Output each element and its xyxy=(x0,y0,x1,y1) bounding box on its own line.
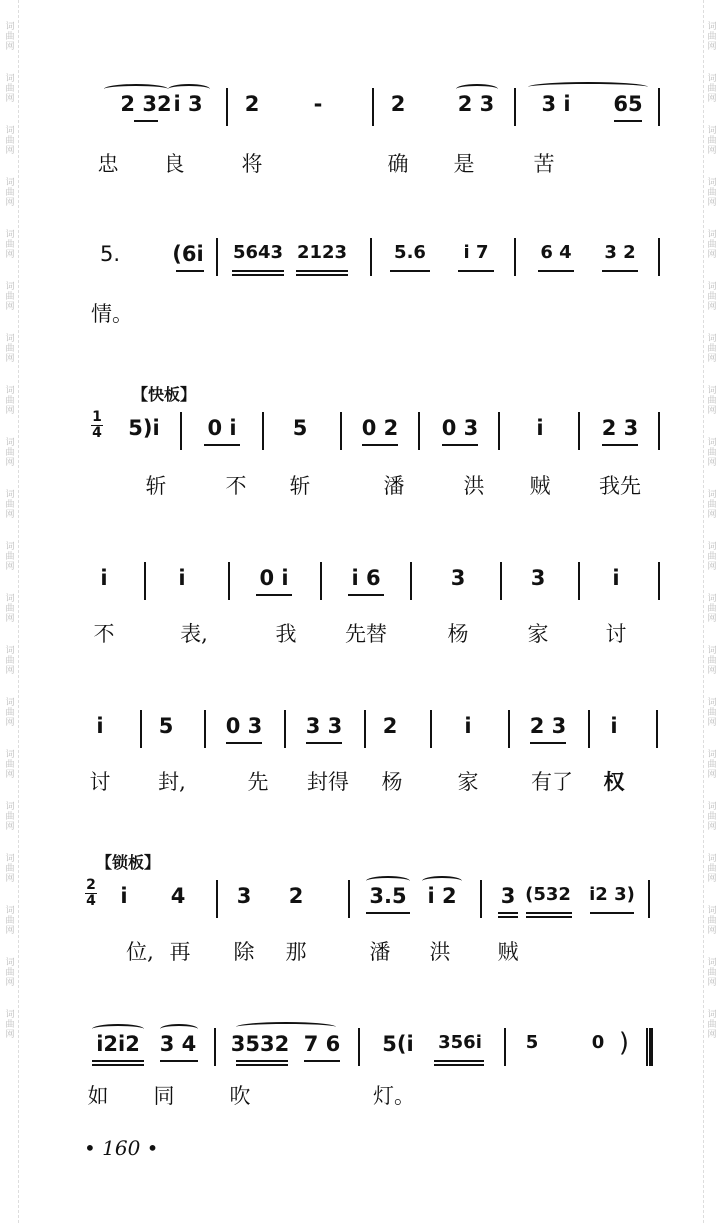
score-system-3 xyxy=(0,378,722,498)
lyric-line xyxy=(0,936,722,966)
watermark-text: 词 曲 网 xyxy=(5,74,15,104)
bar-line xyxy=(320,562,322,600)
notation-line xyxy=(0,870,722,918)
score-system-4 xyxy=(0,552,722,662)
notation-line xyxy=(0,552,722,600)
underline xyxy=(434,1064,484,1066)
score-system-7 xyxy=(0,1018,722,1128)
bar-line xyxy=(144,562,146,600)
note-group: i 6 xyxy=(351,566,381,590)
bar-line xyxy=(578,562,580,600)
tempo-marking: 【锁板】 xyxy=(96,853,161,872)
watermark-text: 词 曲 网 xyxy=(5,334,15,364)
bar-line xyxy=(648,880,650,918)
score-system-5 xyxy=(0,700,722,810)
underline xyxy=(526,916,572,918)
note-group: 6 4 xyxy=(540,242,572,263)
slur xyxy=(168,84,210,94)
underline xyxy=(602,270,638,272)
lyric-line xyxy=(0,1080,722,1110)
note-group: 2 3 xyxy=(529,714,567,738)
note-group: i 3 xyxy=(173,92,203,116)
note-group: 2123 xyxy=(296,242,348,263)
lyric: 封, xyxy=(158,770,186,794)
bar-line xyxy=(216,880,218,918)
bar-line xyxy=(364,710,366,748)
note-group: 2 3 xyxy=(457,92,495,116)
page-number: • 160 • xyxy=(84,1136,159,1160)
watermark-text: 词 曲 网 xyxy=(707,802,717,832)
score-system-6 xyxy=(0,846,722,964)
underline xyxy=(614,120,642,122)
note-group: 65 xyxy=(613,92,643,116)
bar-line xyxy=(658,88,660,126)
lyric: 讨 xyxy=(89,770,111,794)
underline xyxy=(348,594,384,596)
underline xyxy=(160,1060,198,1062)
bar-line xyxy=(504,1028,506,1066)
watermark-text: 词 曲 网 xyxy=(5,490,15,520)
time-signature: 2 4 xyxy=(86,877,96,909)
underline xyxy=(458,270,494,272)
underline xyxy=(176,270,204,272)
watermark-text: 词 曲 网 xyxy=(5,802,15,832)
note-group: i xyxy=(120,884,128,908)
notation-line xyxy=(0,700,722,748)
underline xyxy=(256,594,292,596)
lyric: 我先 xyxy=(599,474,641,498)
note-group: 7 6 xyxy=(303,1032,341,1056)
watermark-text: 词 曲 网 xyxy=(707,178,717,208)
watermark-text: 词 曲 网 xyxy=(707,854,717,884)
note-group: 0 2 xyxy=(361,416,399,440)
slur xyxy=(160,1024,198,1034)
lyric: 杨 xyxy=(447,622,469,646)
score-system-1 xyxy=(0,78,722,188)
notation-line xyxy=(0,1018,722,1066)
note-group: 2 3 xyxy=(601,416,639,440)
watermark-text: 词 曲 网 xyxy=(707,230,717,260)
bar-line xyxy=(508,710,510,748)
note-group: 0 i xyxy=(259,566,289,590)
watermark-text: 词 曲 网 xyxy=(707,1010,717,1040)
watermark-text: 词 曲 网 xyxy=(5,646,15,676)
bar-line xyxy=(284,710,286,748)
note-group: (6i xyxy=(172,242,204,266)
watermark-text: 词 曲 网 xyxy=(707,22,717,52)
note-group: 2 32 xyxy=(120,92,172,116)
note-group: 2 xyxy=(244,92,260,116)
watermark-text: 词 曲 网 xyxy=(707,334,717,364)
slur xyxy=(422,876,462,886)
lyric: 先替 xyxy=(345,622,387,646)
note-group: 3 3 xyxy=(305,714,343,738)
note-group: i2 3) xyxy=(589,884,635,905)
note-group: 3.5 xyxy=(369,884,407,908)
slur xyxy=(456,84,498,94)
note-group: 0 3 xyxy=(441,416,479,440)
note-group: i xyxy=(610,714,618,738)
lyric: 表, xyxy=(180,622,208,646)
note-group: 5)i xyxy=(128,416,160,440)
note-group: 4 xyxy=(170,884,186,908)
lyric: 除 xyxy=(233,940,255,964)
lyric: 吹 xyxy=(229,1084,251,1108)
lyric: 同 xyxy=(153,1084,175,1108)
note-group: 5 xyxy=(158,714,174,738)
watermark-text: 词 曲 网 xyxy=(707,126,717,156)
note-group: i xyxy=(612,566,620,590)
watermark-text: 词 曲 网 xyxy=(707,594,717,624)
watermark-text: 词 曲 网 xyxy=(707,490,717,520)
lyric: 不 xyxy=(225,474,247,498)
underline xyxy=(306,742,342,744)
underline xyxy=(590,912,634,914)
score-system-2 xyxy=(0,228,722,338)
lyric: 我 xyxy=(275,622,297,646)
lyric: 斩 xyxy=(289,474,311,498)
watermark-text: 词 曲 网 xyxy=(5,542,15,572)
lyric: 先 xyxy=(247,770,269,794)
slur xyxy=(366,876,410,886)
underline xyxy=(602,444,638,446)
lyric: 斩 xyxy=(145,474,167,498)
underline xyxy=(296,274,348,276)
underline xyxy=(498,912,518,914)
watermark-text: 词 曲 网 xyxy=(5,698,15,728)
note-group: ) xyxy=(618,1028,630,1058)
bar-line xyxy=(370,238,372,276)
notation-line xyxy=(0,402,722,450)
watermark-text: 词 曲 网 xyxy=(707,438,717,468)
underline xyxy=(236,1064,288,1066)
lyric: 贼 xyxy=(529,474,551,498)
lyric: 情。 xyxy=(91,302,133,326)
bar-line xyxy=(656,710,658,748)
bar-line xyxy=(204,710,206,748)
lyric: 是 xyxy=(453,152,475,176)
lyric: 权 xyxy=(603,769,625,794)
time-signature: 1 4 xyxy=(92,409,102,441)
underline xyxy=(366,912,410,914)
underline xyxy=(204,444,240,446)
bar-line xyxy=(578,412,580,450)
underline xyxy=(442,444,478,446)
note-group: 5(i xyxy=(382,1032,414,1056)
bar-line xyxy=(214,1028,216,1066)
lyric: 讨 xyxy=(605,622,627,646)
lyric-line xyxy=(0,470,722,500)
lyric: 将 xyxy=(241,152,263,176)
bar-line xyxy=(180,412,182,450)
note-group: 2 xyxy=(382,714,398,738)
note-group: i 7 xyxy=(463,242,489,263)
note-group: 2 xyxy=(288,884,304,908)
note-group: 0 xyxy=(591,1032,605,1053)
bar-line xyxy=(588,710,590,748)
lyric-line xyxy=(0,766,722,796)
note-group: i xyxy=(178,566,186,590)
lyric: 忠 xyxy=(97,152,119,176)
bar-line xyxy=(340,412,342,450)
watermark-text: 词 曲 网 xyxy=(5,906,15,936)
bar-line xyxy=(658,562,660,600)
note-group: 3 xyxy=(500,884,516,908)
watermark-text: 词 曲 网 xyxy=(5,386,15,416)
bar-line xyxy=(226,88,228,126)
underline xyxy=(296,270,348,272)
bar-line xyxy=(358,1028,360,1066)
note-group: (532 xyxy=(525,884,571,905)
watermark-text: 词 曲 网 xyxy=(707,698,717,728)
watermark-text: 词 曲 网 xyxy=(707,282,717,312)
bar-line xyxy=(658,238,660,276)
lyric-line xyxy=(0,148,722,178)
underline xyxy=(232,270,284,272)
underline xyxy=(530,742,566,744)
bar-line xyxy=(500,562,502,600)
note-group: i xyxy=(464,714,472,738)
lyric: 再 xyxy=(169,940,191,964)
notation-line xyxy=(0,228,722,276)
bar-line xyxy=(498,412,500,450)
watermark-text: 词 曲 网 xyxy=(5,854,15,884)
slur xyxy=(528,82,648,92)
bar-line xyxy=(514,88,516,126)
watermark-text: 词 曲 网 xyxy=(707,386,717,416)
underline xyxy=(134,120,158,122)
notation-line xyxy=(0,78,722,126)
lyric: 封得 xyxy=(307,770,349,794)
note-group: 3 xyxy=(236,884,252,908)
slur xyxy=(104,84,168,94)
lyric-line xyxy=(0,298,722,328)
watermark-text: 词 曲 网 xyxy=(5,126,15,156)
underline xyxy=(304,1060,340,1062)
bar-line xyxy=(140,710,142,748)
lyric: 确 xyxy=(387,152,409,176)
note-group: 5.6 xyxy=(394,242,426,263)
underline xyxy=(390,270,430,272)
underline xyxy=(92,1060,144,1062)
note-group: 3532 xyxy=(230,1032,290,1056)
underline xyxy=(434,1060,484,1062)
note-group: 2 xyxy=(390,92,406,116)
underline xyxy=(226,742,262,744)
bar-line xyxy=(480,880,482,918)
watermark-text: 词 曲 网 xyxy=(707,74,717,104)
bar-line xyxy=(418,412,420,450)
slur xyxy=(236,1022,336,1032)
watermark-text: 词 曲 网 xyxy=(5,282,15,312)
note-group: - xyxy=(313,92,323,116)
bar-line xyxy=(348,880,350,918)
tempo-marking: 【快板】 xyxy=(132,385,197,404)
lyric: 潘 xyxy=(383,474,405,498)
note-group: i xyxy=(96,714,104,738)
watermark-text: 词 曲 网 xyxy=(5,1010,15,1040)
lyric: 贼 xyxy=(497,940,519,964)
watermark-text: 词 曲 网 xyxy=(707,958,717,988)
note-group: i xyxy=(536,416,544,440)
note-group: i xyxy=(100,566,108,590)
note-group: 5643 xyxy=(232,242,284,263)
lyric: 洪 xyxy=(463,474,485,498)
bar-line xyxy=(430,710,432,748)
watermark-text: 词 曲 网 xyxy=(5,438,15,468)
watermark-text: 词 曲 网 xyxy=(5,750,15,780)
watermark-text: 词 曲 网 xyxy=(707,542,717,572)
watermark-text: 词 曲 网 xyxy=(5,230,15,260)
underline xyxy=(538,270,574,272)
note-group: 3 i xyxy=(541,92,571,116)
note-group: 3 4 xyxy=(159,1032,197,1056)
bar-line xyxy=(372,88,374,126)
lyric: 灯。 xyxy=(373,1084,415,1108)
slur xyxy=(92,1024,144,1034)
bar-line xyxy=(410,562,412,600)
note-group: 0 3 xyxy=(225,714,263,738)
bar-line xyxy=(658,412,660,450)
bar-line xyxy=(216,238,218,276)
lyric: 如 xyxy=(87,1084,109,1108)
lyric: 家 xyxy=(457,770,479,794)
lyric: 不 xyxy=(93,622,115,646)
bar-line xyxy=(514,238,516,276)
note-group: 3 xyxy=(530,566,546,590)
lyric: 位, xyxy=(126,940,154,964)
lyric: 苦 xyxy=(533,152,555,176)
note-group: 5. xyxy=(99,242,121,266)
lyric-line xyxy=(0,618,722,648)
note-group: 5 xyxy=(292,416,308,440)
note-group: 0 i xyxy=(207,416,237,440)
lyric: 家 xyxy=(527,622,549,646)
lyric: 洪 xyxy=(429,940,451,964)
bar-line xyxy=(262,412,264,450)
note-group: 3 xyxy=(450,566,466,590)
underline xyxy=(362,444,398,446)
underline xyxy=(236,1060,288,1062)
note-group: 5 xyxy=(525,1032,539,1053)
watermark-text: 词 曲 网 xyxy=(5,22,15,52)
underline xyxy=(92,1064,144,1066)
underline xyxy=(232,274,284,276)
underline xyxy=(526,912,572,914)
watermark-text: 词 曲 网 xyxy=(5,958,15,988)
watermark-text: 词 曲 网 xyxy=(5,594,15,624)
note-group: i 2 xyxy=(427,884,457,908)
lyric: 潘 xyxy=(369,940,391,964)
lyric: 良 xyxy=(163,152,185,176)
lyric: 有了 xyxy=(531,770,573,794)
note-group: i2i2 xyxy=(96,1032,140,1056)
note-group: 3 2 xyxy=(604,242,636,263)
watermark-text: 词 曲 网 xyxy=(707,646,717,676)
watermark-text: 词 曲 网 xyxy=(5,178,15,208)
final-bar-line xyxy=(646,1028,653,1066)
note-group: 356i xyxy=(438,1032,482,1053)
watermark-text: 词 曲 网 xyxy=(707,906,717,936)
underline xyxy=(498,916,518,918)
bar-line xyxy=(228,562,230,600)
lyric: 杨 xyxy=(381,770,403,794)
lyric: 那 xyxy=(285,940,307,964)
watermark-text: 词 曲 网 xyxy=(707,750,717,780)
